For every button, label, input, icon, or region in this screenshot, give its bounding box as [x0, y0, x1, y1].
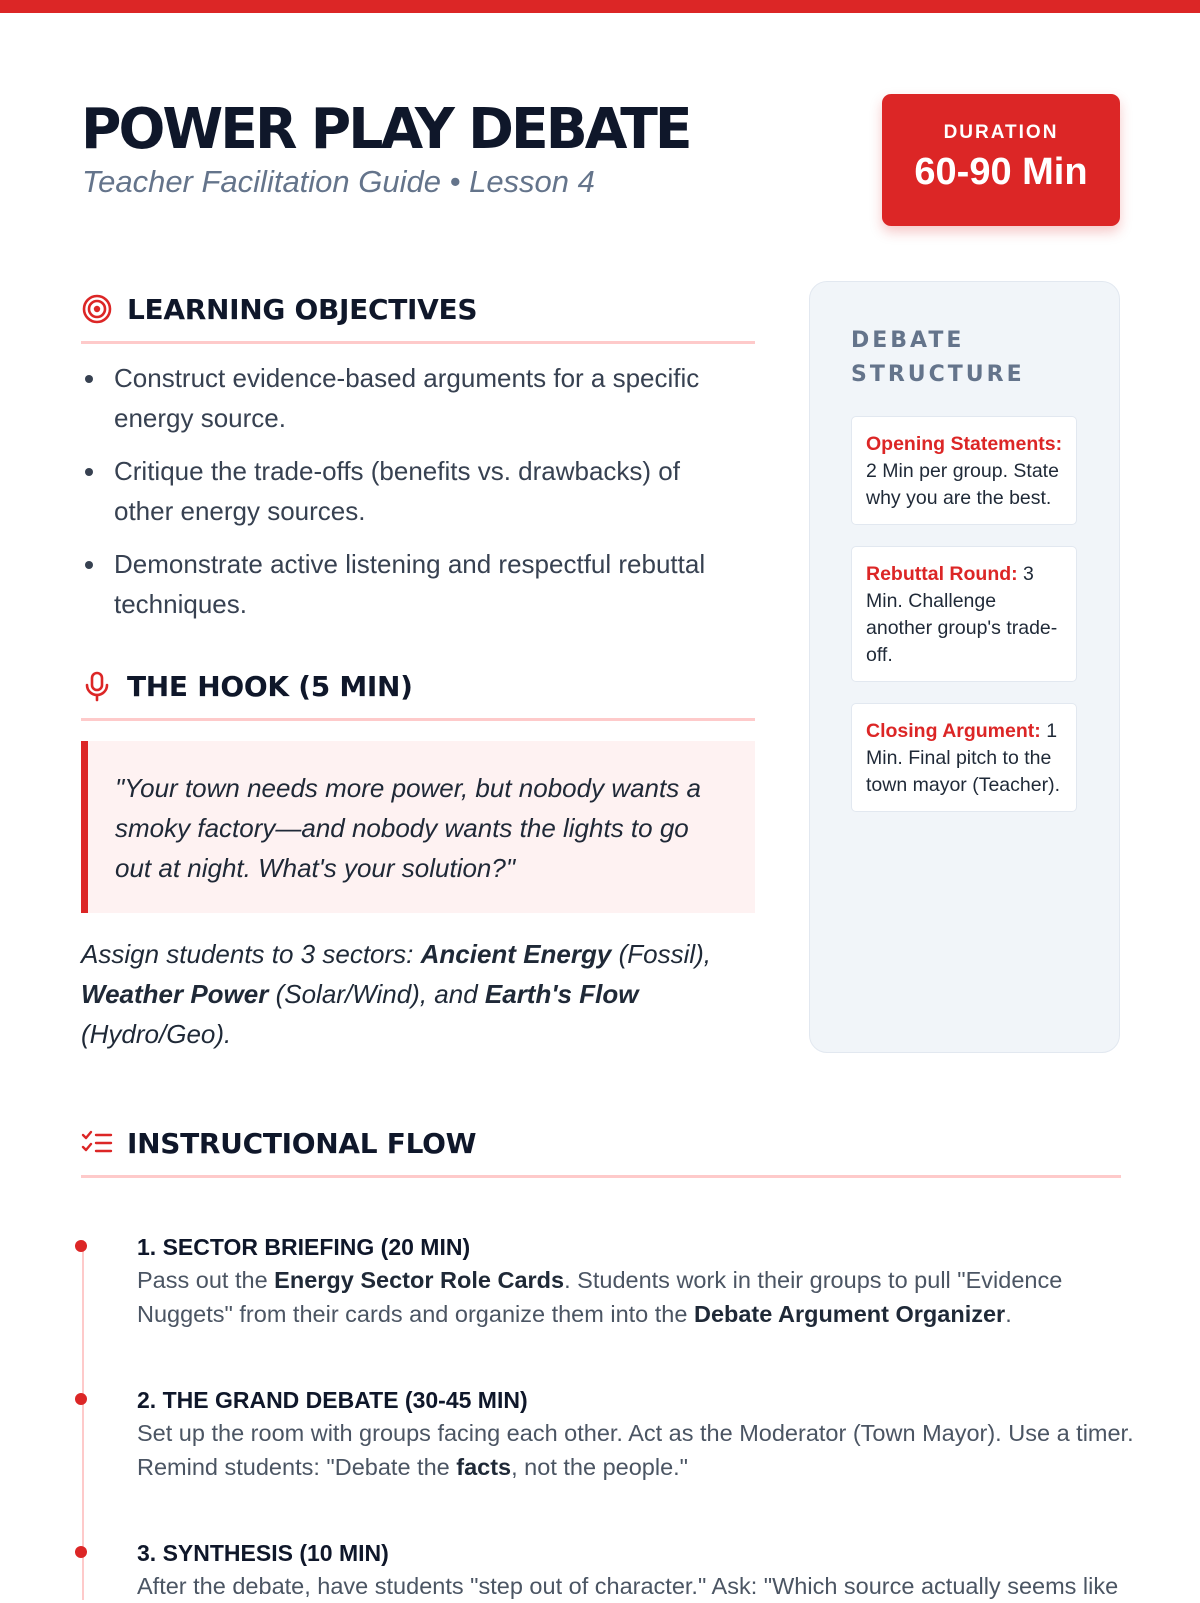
flow-step [137, 1537, 1137, 1603]
page-subtitle: Teacher Facilitation Guide • Lesson 4 [82, 164, 595, 199]
section-divider [81, 341, 755, 344]
step-text [137, 1416, 1137, 1484]
step-text [137, 1569, 1137, 1603]
debate-structure-sidebar [809, 281, 1120, 1053]
step-title: 3. SYNTHESIS (10 MIN) [137, 1540, 389, 1566]
duration-value: 60-90 Min [914, 151, 1088, 193]
structure-card-opening [851, 416, 1077, 525]
sector-name: Weather Power [81, 979, 269, 1009]
card-text: 1 Min. Final pitch to the town mayor (Teacher). [866, 720, 1060, 796]
target-icon [81, 293, 113, 325]
step-text-part: . Students work in their groups to pull "Evidence Nuggets" from their cards and organize them into the [137, 1267, 1063, 1327]
list-item: Critique the trade-offs (benefits vs. drawbacks) of other energy sources. [81, 451, 741, 531]
step-bold: facts [456, 1454, 512, 1480]
list-item: Construct evidence-based arguments for a specific energy source. [81, 358, 741, 438]
sector-note: (Hydro/Geo). [81, 1019, 232, 1049]
sidebar-heading: DEBATE STRUCTURE [851, 328, 1025, 387]
top-accent-bar [0, 0, 1200, 13]
assign-text: Assign students to 3 sectors: [81, 939, 421, 969]
list-item: Demonstrate active listening and respectful rebuttal techniques. [81, 544, 741, 624]
step-title: 1. SECTOR BRIEFING (20 MIN) [137, 1234, 471, 1260]
flow-section-header [81, 1123, 1121, 1178]
sector-name: Ancient Energy [420, 939, 612, 969]
step-text-part: Pass out the [137, 1267, 275, 1293]
step-text-part: After the debate, have students "step out of character." Ask: "Which source actually seems like [137, 1573, 1119, 1599]
microphone-icon [81, 670, 113, 702]
duration-badge [882, 94, 1120, 226]
objectives-heading: LEARNING OBJECTIVES [127, 292, 478, 326]
step-bold: Debate Argument Organizer [693, 1301, 1006, 1327]
step-text-part: Set up the room with groups facing each other. Act as the Moderator (Town Mayor). Use a timer. Remind students: "Debate the [137, 1420, 1134, 1480]
checklist-icon [81, 1127, 113, 1159]
sector-note: (Fossil), [611, 939, 712, 969]
sector-assignment [81, 934, 741, 1054]
flow-step [137, 1231, 1137, 1331]
step-text [137, 1263, 1137, 1331]
flow-heading: INSTRUCTIONAL FLOW [127, 1126, 477, 1160]
hook-section-header [81, 666, 755, 721]
step-bold: Energy Sector Role Cards [274, 1267, 565, 1293]
hook-heading: THE HOOK (5 MIN) [127, 669, 413, 703]
sector-name: Earth's Flow [484, 979, 639, 1009]
timeline-dot [75, 1546, 87, 1558]
step-text-part: . [1005, 1301, 1012, 1327]
card-key: Closing Argument: [866, 720, 1041, 742]
hook-quote: "Your town needs more power, but nobody wants a smoky factory—and nobody wants the lights to go out at night. What's your solution?" [81, 741, 755, 913]
flow-step [137, 1384, 1137, 1484]
timeline-dot [75, 1393, 87, 1405]
card-text: 3 Min. Challenge another group's trade-off. [866, 563, 1058, 666]
step-text-part: , not the people." [511, 1454, 689, 1480]
duration-label: DURATION [943, 122, 1059, 143]
structure-card-rebuttal [851, 546, 1077, 682]
structure-card-closing [851, 703, 1077, 812]
card-key: Rebuttal Round: [866, 563, 1018, 585]
page-title: POWER PLAY DEBATE [81, 97, 690, 162]
objectives-list [81, 358, 741, 637]
step-title: 2. THE GRAND DEBATE (30-45 MIN) [137, 1387, 528, 1413]
card-text: 2 Min per group. State why you are the best. [866, 460, 1059, 509]
section-divider [81, 1175, 1121, 1178]
timeline-dot [75, 1240, 87, 1252]
objectives-section-header [81, 289, 755, 344]
section-divider [81, 718, 755, 721]
card-key: Opening Statements: [866, 433, 1063, 455]
sector-note: (Solar/Wind), and [268, 979, 485, 1009]
